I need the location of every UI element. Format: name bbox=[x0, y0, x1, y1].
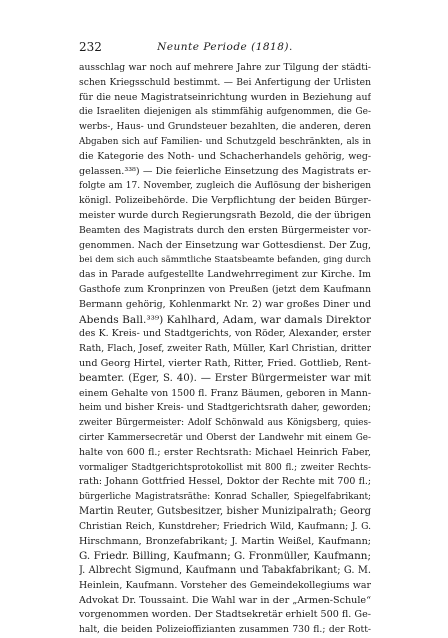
page-header bbox=[79, 40, 371, 54]
text-line: Abgaben sich auf Familien- und Schutzgeld beschränkten, als in bbox=[79, 136, 371, 147]
text-line: werbs-, Haus- und Grundsteuer bezahlten, die anderen, deren bbox=[79, 121, 371, 133]
text-line: schen Kriegsschuld bestimmt. — Bei Anfertigung der Urlisten bbox=[79, 76, 371, 88]
text-line: Heinlein, Kaufmann. Vorsteher des Gemeindekollegiums war bbox=[79, 579, 371, 591]
running-head: Neunte Periode (1818). bbox=[157, 41, 293, 53]
text-line: Rath, Flach, Josef, zweiter Rath, Müller, Karl Christian, dritter bbox=[79, 343, 371, 355]
text-line: bürgerliche Magistratsräthe: Konrad Schaller, Spiegelfabrikant; bbox=[79, 492, 371, 503]
text-line: einem Gehalte von 1500 fl. Franz Bäumen, geboren in Mann- bbox=[79, 387, 371, 399]
text-line: vorgenommen worden. Der Stadtsekretär erhielt 500 fl. Ge- bbox=[79, 609, 371, 621]
text-line: Hirschmann, Bronzefabrikant; J. Martin Weißel, Kaufmann; bbox=[79, 535, 371, 547]
text-line: Martin Reuter, Gutsbesitzer, bisher Munizipalrath; Georg bbox=[79, 505, 371, 517]
page-number: 232 bbox=[79, 40, 102, 54]
text-line: Bermann gehörig, Kohlenmarkt Nr. 2) war großes Diner und bbox=[79, 298, 371, 310]
text-line: zweiter Bürgermeister: Adolf Schönwald aus Königsberg, quies- bbox=[79, 418, 371, 429]
text-line: meister wurde durch Regierungsrath Bezold, die der übrigen bbox=[79, 209, 371, 221]
body-text bbox=[79, 61, 371, 638]
text-line: das in Parade aufgestellte Landwehrregiment zur Kirche. Im bbox=[79, 269, 371, 281]
text-line: J. Albrecht Sigmund, Kaufmann und Tabakfabrikant; G. M. bbox=[79, 565, 371, 577]
text-line: cirter Kammersecretär und Oberst der Landwehr mit einem Ge- bbox=[79, 432, 371, 443]
text-line: königl. Polizeibehörde. Die Verpflichtung der beiden Bürger- bbox=[79, 195, 371, 207]
text-line: vormaliger Stadtgerichtsprotokollist mit 800 fl.; zweiter Rechts- bbox=[79, 462, 371, 473]
text-line: halte von 600 fl.; erster Rechtsrath: Michael Heinrich Faber, bbox=[79, 446, 371, 458]
text-line: des K. Kreis- und Stadtgerichts, von Röder, Alexander, erster bbox=[79, 328, 371, 340]
text-line: G. Friedr. Billing, Kaufmann; G. Fronmüller, Kaufmann; bbox=[79, 550, 371, 563]
text-line: beamter. (Eger, S. 40). — Erster Bürgermeister war mit bbox=[79, 372, 371, 384]
text-line: rath: Johann Gottfried Hessel, Doktor der Rechte mit 700 fl.; bbox=[79, 476, 371, 488]
text-line: heim und bisher Kreis- und Stadtgerichtsrath daher, geworden; bbox=[79, 403, 371, 414]
text-line: Advokat Dr. Toussaint. Die Wahl war in der „Armen-Schule“ bbox=[79, 594, 371, 606]
text-line: genommen. Nach der Einsetzung war Gottesdienst. Der Zug, bbox=[79, 239, 371, 251]
text-line: bei dem sich auch sämmtliche Staatsbeamte befanden, ging durch bbox=[79, 255, 371, 266]
text-line: gelassen.³³⁸) — Die feierliche Einsetzung des Magistrats er- bbox=[79, 165, 371, 177]
text-line: Abends Ball.³³⁹) Kahlhard, Adam, war damals Direktor bbox=[79, 313, 371, 326]
text-line: Christian Reich, Kunstdreher; Friedrich Wild, Kaufmann; J. G. bbox=[79, 520, 371, 532]
text-line: für die neue Magistratseinrichtung wurden in Beziehung auf bbox=[79, 91, 371, 103]
text-line: die Israeliten diejenigen als stimmfähig aufgenommen, die Ge- bbox=[79, 107, 371, 118]
text-line: halt, die beiden Polizeioffizianten zusammen 730 fl.; der Rott- bbox=[79, 624, 371, 636]
text-line: folgte am 17. November, zugleich die Auflösung der bisherigen bbox=[79, 181, 371, 192]
text-line: Gasthofe zum Kronprinzen von Preußen (jetzt dem Kaufmann bbox=[79, 283, 371, 295]
text-line: die Kategorie des Noth- und Schacherhandels gehörig, weg- bbox=[79, 150, 371, 162]
text-line: und Georg Hirtel, vierter Rath, Ritter, Fried. Gottlieb, Rent- bbox=[79, 357, 371, 369]
text-line: ausschlag war noch auf mehrere Jahre zur Tilgung der städti- bbox=[79, 62, 371, 73]
text-line: Beamten des Magistrats durch den ersten Bürgermeister vor- bbox=[79, 224, 371, 236]
